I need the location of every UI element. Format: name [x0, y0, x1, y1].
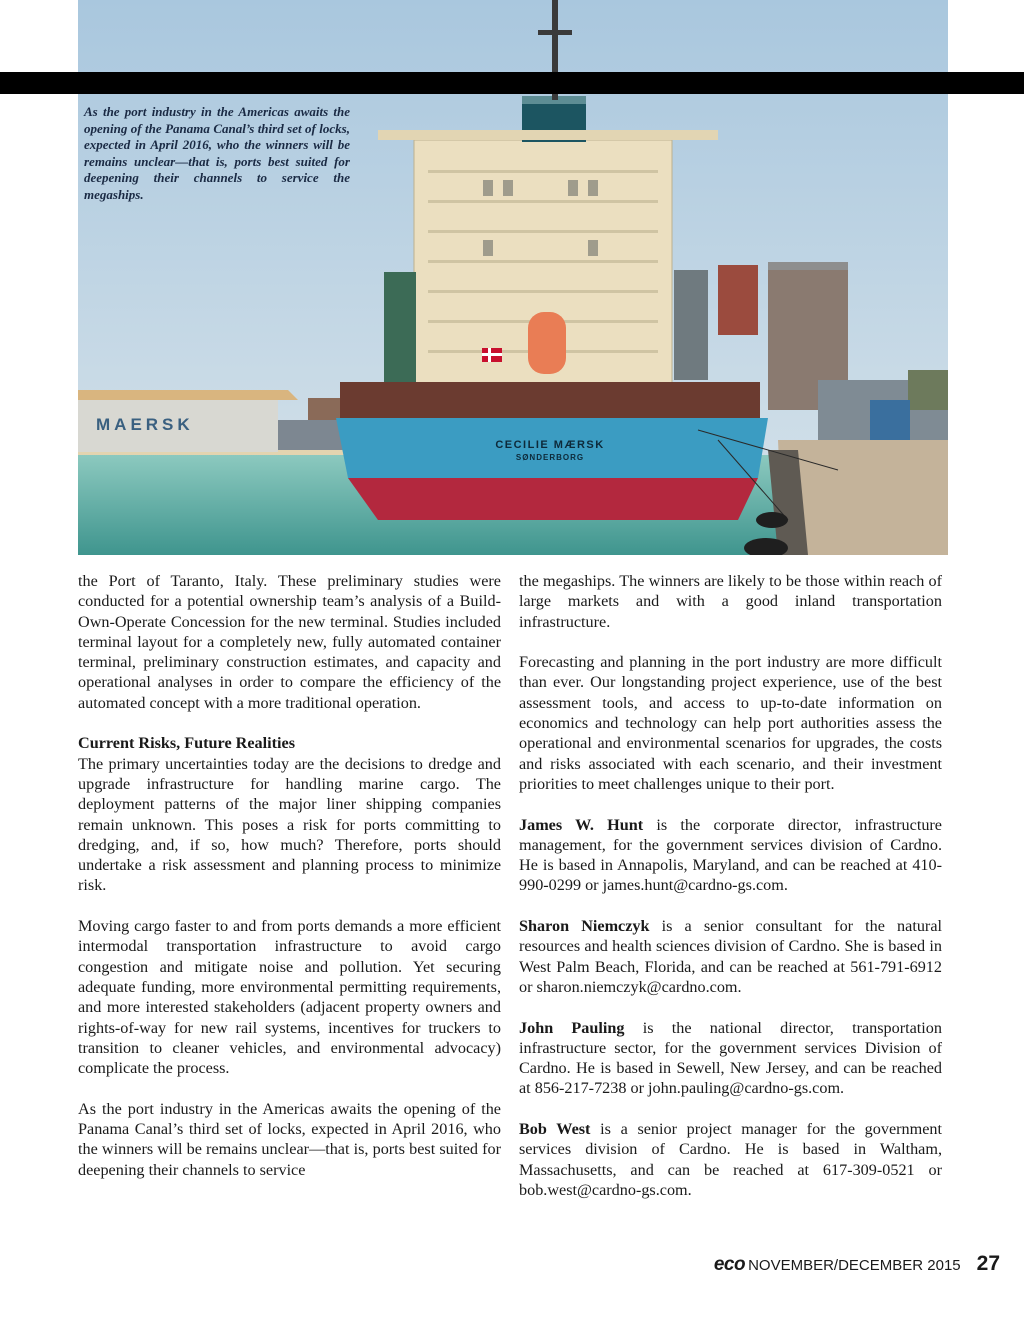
paragraph: The primary uncertainties today are the decisions to dredge and upgrade infrastructure for handling marine cargo. The deployment patterns of the major liner shipping companies remain unknown. This poses a risk for ports committing to dredging, and, if so, how much? Therefore, ports should undertake a risk assessment and planning process to minimize risk. — [78, 754, 501, 895]
author-bio — [519, 815, 942, 896]
hull-port: SØNDERBORG — [515, 453, 585, 462]
author-details: is the national director, transportation infrastructure sector, for the government services Division of Cardno. He is based in Sewell, New Jersey, and can be reached at 856-217-7238 or john.pauling@cardno-gs.com. — [519, 1018, 942, 1098]
author-name: John Pauling — [519, 1018, 625, 1037]
paragraph: the megaships. The winners are likely to be those within reach of large markets and with a good inland transportation infrastructure. — [519, 572, 942, 631]
page-footer — [630, 1252, 1000, 1278]
section-heading: Current Risks, Future Realities — [78, 734, 296, 753]
author-name: Bob West — [519, 1120, 591, 1139]
left-column — [78, 571, 501, 1200]
paragraph: the Port of Taranto, Italy. These preliminary studies were conducted for a potential ownership team’s analysis of a Build-Own-Operate Concession for the new terminal. Studies included terminal layout for a completely new, fully automated container terminal, preliminary construction estimates, and capacity and operational analyses in order to compare the efficiency of the automated concept with a more traditional operation. — [78, 572, 501, 712]
author-details: is a senior project manager for the government services division of Cardno. He is based in Waltham, Massachusetts, and can be reached at 617-309-0521 or bob.west@cardno-gs.com. — [519, 1120, 942, 1199]
author-name: Sharon Niemczyk — [519, 917, 650, 936]
author-name: James W. Hunt — [519, 815, 644, 834]
hull-name: CECILIE MÆRSK — [495, 439, 605, 451]
photo-caption: As the port industry in the Americas awaits the opening of the Panama Canal’s third set of locks, expected in April 2016, who the winners will be remains unclear—that is, ports best suited for deepening their channels to service the megaships. — [84, 104, 350, 202]
paragraph: Forecasting and planning in the port industry are more difficult than ever. Our longstanding project experience, use of the best assessment tools, and access to up-to-date information on economics and technology can help port authorities assess the operational and environmental scenarios for upgrades, the costs and risks associated with each scenario, and their investment priorities to meet challenges unique to their port. — [519, 653, 942, 793]
author-bio — [519, 1119, 942, 1200]
section — [78, 733, 501, 895]
warehouse-sign: MAERSK — [96, 415, 194, 434]
paragraph: Moving cargo faster to and from ports demands a more efficient intermodal transportation infrastructure to avoid cargo congestion and mitigate noise and pollution. Yet securing adequate funding, more environmental permitting requirements, and more interested stakeholders (adjacent property owners and rights-of-way for new rail systems, incentives for truckers to transition to cleaner vehicles, and environmental advocacy) complicate the process. — [78, 917, 501, 1078]
magazine-logo: eco — [713, 1254, 746, 1275]
author-details: is a senior consultant for the natural resources and health sciences division of Cardno. She is based in West Palm Beach, Florida, and can be reached at 561-791-6912 or sharon.niemczyk@cardno.com. — [519, 917, 942, 996]
author-bio — [519, 916, 942, 997]
top-black-bar — [0, 72, 1024, 94]
author-details: is the corporate director, infrastructure management, for the government services division of Cardno. He is based in Annapolis, Maryland, and can be reached at 410-990-0299 or james.hunt@cardno-gs.com. — [519, 815, 942, 895]
paragraph: As the port industry in the Americas awaits the opening of the Panama Canal’s third set of locks, expected in April 2016, who the winners will be remains unclear—that is, ports best suited for deepening their channels to service — [78, 1099, 501, 1179]
page-number: 27 — [976, 1252, 1000, 1275]
issue-date: NOVEMBER/DECEMBER 2015 — [748, 1257, 961, 1274]
right-column — [519, 571, 942, 1221]
author-bio — [519, 1018, 942, 1099]
